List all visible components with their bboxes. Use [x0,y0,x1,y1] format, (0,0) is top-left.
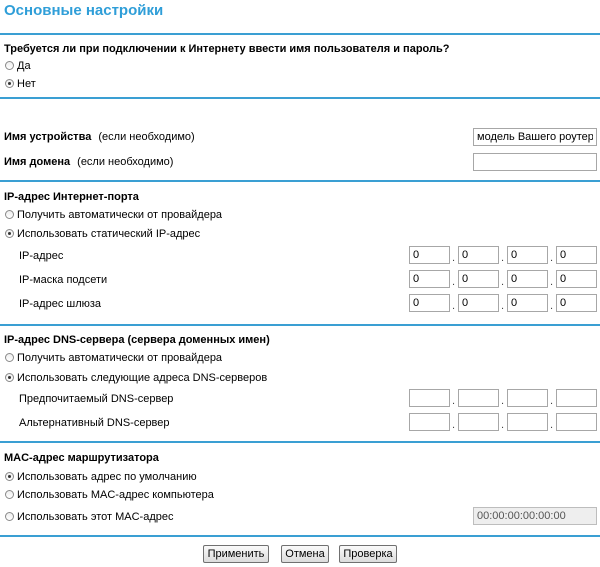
secondary-dns-octet-1[interactable] [409,413,450,431]
primary-dns-octet-4[interactable] [556,389,597,407]
subnet-mask-octet-1[interactable] [409,270,450,288]
octet-separator: . [501,276,505,288]
subnet-mask-octet-2[interactable] [458,270,499,288]
radio-ip-static[interactable] [5,229,14,238]
radio-no[interactable] [5,79,14,88]
domain-name-hint: (если необходимо) [77,156,174,168]
octet-separator: . [452,276,456,288]
primary-dns-octet-2[interactable] [458,389,499,407]
octet-separator: . [452,395,456,407]
octet-separator: . [550,395,554,407]
ip-address-octet-4[interactable] [556,246,597,264]
test-button[interactable]: Проверка [339,545,397,563]
ip-option-static-label: Использовать статический IP-адрес [17,228,201,240]
gateway-octet-2[interactable] [458,294,499,312]
octet-separator: . [550,252,554,264]
gateway-octet-1[interactable] [409,294,450,312]
cancel-button[interactable]: Отмена [281,545,329,563]
radio-ip-auto[interactable] [5,210,14,219]
apply-button[interactable]: Применить [203,545,269,563]
divider [0,33,600,35]
domain-name-label: Имя домена [4,156,71,168]
radio-mac-default[interactable] [5,472,14,481]
subnet-mask-octet-4[interactable] [556,270,597,288]
gateway-octet-3[interactable] [507,294,548,312]
secondary-dns-octet-2[interactable] [458,413,499,431]
ip-section-header: IP-адрес Интернет-порта [4,191,139,203]
ip-option-auto-label: Получить автоматически от провайдера [17,209,223,221]
radio-dns-manual[interactable] [5,373,14,382]
octet-separator: . [550,300,554,312]
dns-option-auto-label: Получить автоматически от провайдера [17,352,223,364]
secondary-dns-octet-4[interactable] [556,413,597,431]
divider [0,535,600,537]
radio-mac-custom[interactable] [5,512,14,521]
primary-dns-octet-3[interactable] [507,389,548,407]
octet-separator: . [452,252,456,264]
dns-section-header: IP-адрес DNS-сервера (сервера доменных имен) [4,334,270,346]
primary-dns-octet-1[interactable] [409,389,450,407]
login-option-no-label: Нет [17,78,36,90]
device-name-row [4,131,195,143]
octet-separator: . [452,419,456,431]
mac-option-custom-label: Использовать этот MAC-адрес [17,511,174,523]
mac-option-default[interactable] [5,471,197,483]
dns-option-auto[interactable] [5,352,222,364]
ip-option-auto[interactable] [5,209,222,221]
radio-dns-auto[interactable] [5,353,14,362]
mac-option-computer[interactable] [5,489,214,501]
octet-separator: . [501,395,505,407]
primary-dns-label: Предпочитаемый DNS-сервер [19,393,174,405]
octet-separator: . [501,252,505,264]
domain-name-row [4,156,173,168]
divider [0,324,600,326]
device-name-label: Имя устройства [4,131,92,143]
mac-option-computer-label: Использовать MAC-адрес компьютера [17,489,214,501]
mac-option-custom[interactable] [5,511,173,523]
subnet-mask-label: IP-маска подсети [19,274,108,286]
octet-separator: . [501,300,505,312]
secondary-dns-label: Альтернативный DNS-сервер [19,417,170,429]
divider [0,441,600,443]
secondary-dns-octet-3[interactable] [507,413,548,431]
dns-option-manual-label: Использовать следующие адреса DNS-серверов [17,372,268,384]
domain-name-input[interactable] [473,153,597,171]
radio-mac-computer[interactable] [5,490,14,499]
device-name-input[interactable] [473,128,597,146]
subnet-mask-octet-3[interactable] [507,270,548,288]
login-question: Требуется ли при подключении к Интернету ввести имя пользователя и пароль? [4,43,450,55]
ip-option-static[interactable] [5,228,200,240]
ip-address-octet-1[interactable] [409,246,450,264]
login-option-yes-label: Да [17,60,31,72]
ip-address-octet-2[interactable] [458,246,499,264]
login-option-no[interactable] [5,78,36,90]
octet-separator: . [550,419,554,431]
divider [0,180,600,182]
octet-separator: . [550,276,554,288]
octet-separator: . [452,300,456,312]
octet-separator: . [501,419,505,431]
ip-address-label: IP-адрес [19,250,64,262]
device-name-hint: (если необходимо) [98,131,195,143]
dns-option-manual[interactable] [5,372,267,384]
gateway-octet-4[interactable] [556,294,597,312]
ip-address-octet-3[interactable] [507,246,548,264]
gateway-label: IP-адрес шлюза [19,298,102,310]
page-title: Основные настройки [4,2,164,19]
login-option-yes[interactable] [5,60,31,72]
radio-yes[interactable] [5,61,14,70]
divider [0,97,600,99]
mac-option-default-label: Использовать адрес по умолчанию [17,471,197,483]
mac-section-header: MAC-адрес маршрутизатора [4,452,159,464]
mac-address-input[interactable] [473,507,597,525]
